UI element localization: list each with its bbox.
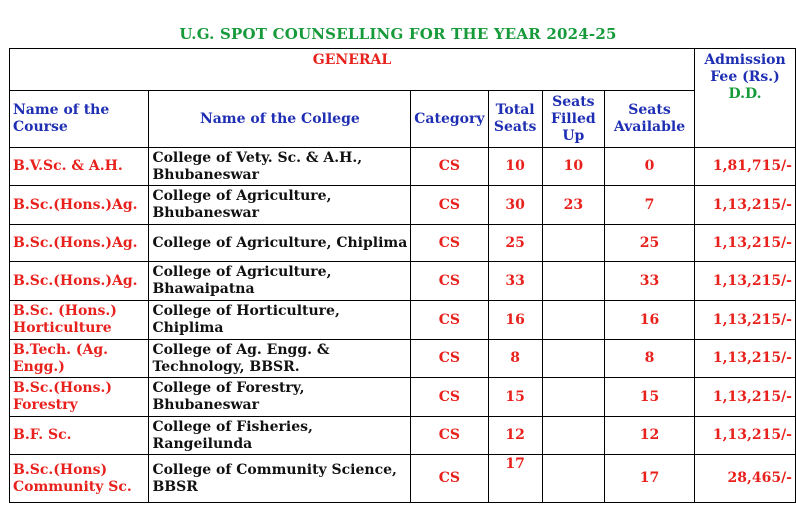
total-seats-cell: 17 — [488, 455, 542, 503]
header-total-seats: Total Seats — [488, 91, 542, 148]
seats-filled-cell — [542, 262, 604, 301]
fee-cell: 28,465/- — [695, 455, 796, 503]
seats-filled-cell — [542, 378, 604, 417]
fee-header-line1: Admission — [704, 52, 786, 68]
fee-cell: 1,13,215/- — [695, 262, 796, 301]
college-cell: College of Community Science, BBSR — [149, 455, 411, 503]
course-cell: B.Tech. (Ag. Engg.) — [10, 340, 149, 378]
category-cell: CS — [411, 262, 488, 301]
seats-filled-cell — [542, 455, 604, 503]
table-row — [10, 148, 796, 186]
fee-cell: 1,13,215/- — [695, 378, 796, 417]
table-row — [10, 378, 796, 417]
seats-available-cell: 33 — [604, 262, 694, 301]
category-cell: CS — [411, 301, 488, 340]
course-cell: B.F. Sc. — [10, 417, 149, 455]
college-cell: College of Agriculture, Chiplima — [149, 225, 411, 262]
header-category: Category — [411, 91, 488, 148]
table-row — [10, 262, 796, 301]
fee-cell: 1,13,215/- — [695, 417, 796, 455]
category-cell: CS — [411, 186, 488, 225]
category-cell: CS — [411, 225, 488, 262]
total-seats-cell: 25 — [488, 225, 542, 262]
seats-available-cell: 17 — [604, 455, 694, 503]
table-continuation-line — [402, 502, 685, 503]
college-cell: College of Vety. Sc. & A.H., Bhubaneswar — [149, 148, 411, 186]
fee-header-line3: D.D. — [728, 86, 762, 102]
course-cell: B.Sc.(Hons.)Ag. — [10, 225, 149, 262]
seats-filled-cell: 10 — [542, 148, 604, 186]
fee-cell: 1,81,715/- — [695, 148, 796, 186]
section-label: GENERAL — [10, 49, 695, 91]
seats-filled-cell — [542, 301, 604, 340]
college-cell: College of Ag. Engg. & Technology, BBSR. — [149, 340, 411, 378]
total-seats-cell: 30 — [488, 186, 542, 225]
table-row — [10, 225, 796, 262]
course-cell: B.Sc.(Hons.)Ag. — [10, 262, 149, 301]
seats-filled-cell: 23 — [542, 186, 604, 225]
fee-header-line2: Fee (Rs.) — [710, 69, 780, 85]
seats-available-cell: 15 — [604, 378, 694, 417]
total-seats-cell: 16 — [488, 301, 542, 340]
table-row — [10, 186, 796, 225]
header-college: Name of the College — [149, 91, 411, 148]
seats-available-cell: 7 — [604, 186, 694, 225]
fee-cell: 1,13,215/- — [695, 225, 796, 262]
college-cell: College of Agriculture, Bhawaipatna — [149, 262, 411, 301]
course-cell: B.V.Sc. & A.H. — [10, 148, 149, 186]
header-course: Name of the Course — [10, 91, 149, 148]
course-cell: B.Sc. (Hons.) Horticulture — [10, 301, 149, 340]
seats-available-cell: 12 — [604, 417, 694, 455]
total-seats-cell: 8 — [488, 340, 542, 378]
college-cell: College of Agriculture, Bhubaneswar — [149, 186, 411, 225]
table-row — [10, 455, 796, 503]
college-cell: College of Horticulture, Chiplima — [149, 301, 411, 340]
header-seats-filled: Seats Filled Up — [542, 91, 604, 148]
fee-cell: 1,13,215/- — [695, 301, 796, 340]
course-cell: B.Sc.(Hons.)Ag. — [10, 186, 149, 225]
table-row — [10, 340, 796, 378]
table-row — [10, 301, 796, 340]
seats-available-cell: 16 — [604, 301, 694, 340]
category-cell: CS — [411, 340, 488, 378]
college-cell: College of Forestry, Bhubaneswar — [149, 378, 411, 417]
header-row — [10, 91, 796, 148]
section-row — [10, 49, 796, 91]
total-seats-cell: 12 — [488, 417, 542, 455]
category-cell: CS — [411, 455, 488, 503]
seats-filled-cell — [542, 417, 604, 455]
seats-available-cell: 8 — [604, 340, 694, 378]
total-seats-cell: 10 — [488, 148, 542, 186]
seats-available-cell: 25 — [604, 225, 694, 262]
header-seats-available: Seats Available — [604, 91, 694, 148]
fee-cell: 1,13,215/- — [695, 340, 796, 378]
course-cell: B.Sc.(Hons.) Forestry — [10, 378, 149, 417]
seats-filled-cell — [542, 225, 604, 262]
college-cell: College of Fisheries, Rangeilunda — [149, 417, 411, 455]
table-row — [10, 417, 796, 455]
category-cell: CS — [411, 378, 488, 417]
total-seats-cell: 33 — [488, 262, 542, 301]
seats-available-cell: 0 — [604, 148, 694, 186]
total-seats-cell: 15 — [488, 378, 542, 417]
fee-header — [695, 49, 796, 148]
category-cell: CS — [411, 148, 488, 186]
seats-filled-cell — [542, 340, 604, 378]
category-cell: CS — [411, 417, 488, 455]
seat-table — [9, 48, 796, 503]
course-cell: B.Sc.(Hons) Community Sc. — [10, 455, 149, 503]
page-title: U.G. SPOT COUNSELLING FOR THE YEAR 2024-25 — [179, 25, 617, 43]
fee-cell: 1,13,215/- — [695, 186, 796, 225]
